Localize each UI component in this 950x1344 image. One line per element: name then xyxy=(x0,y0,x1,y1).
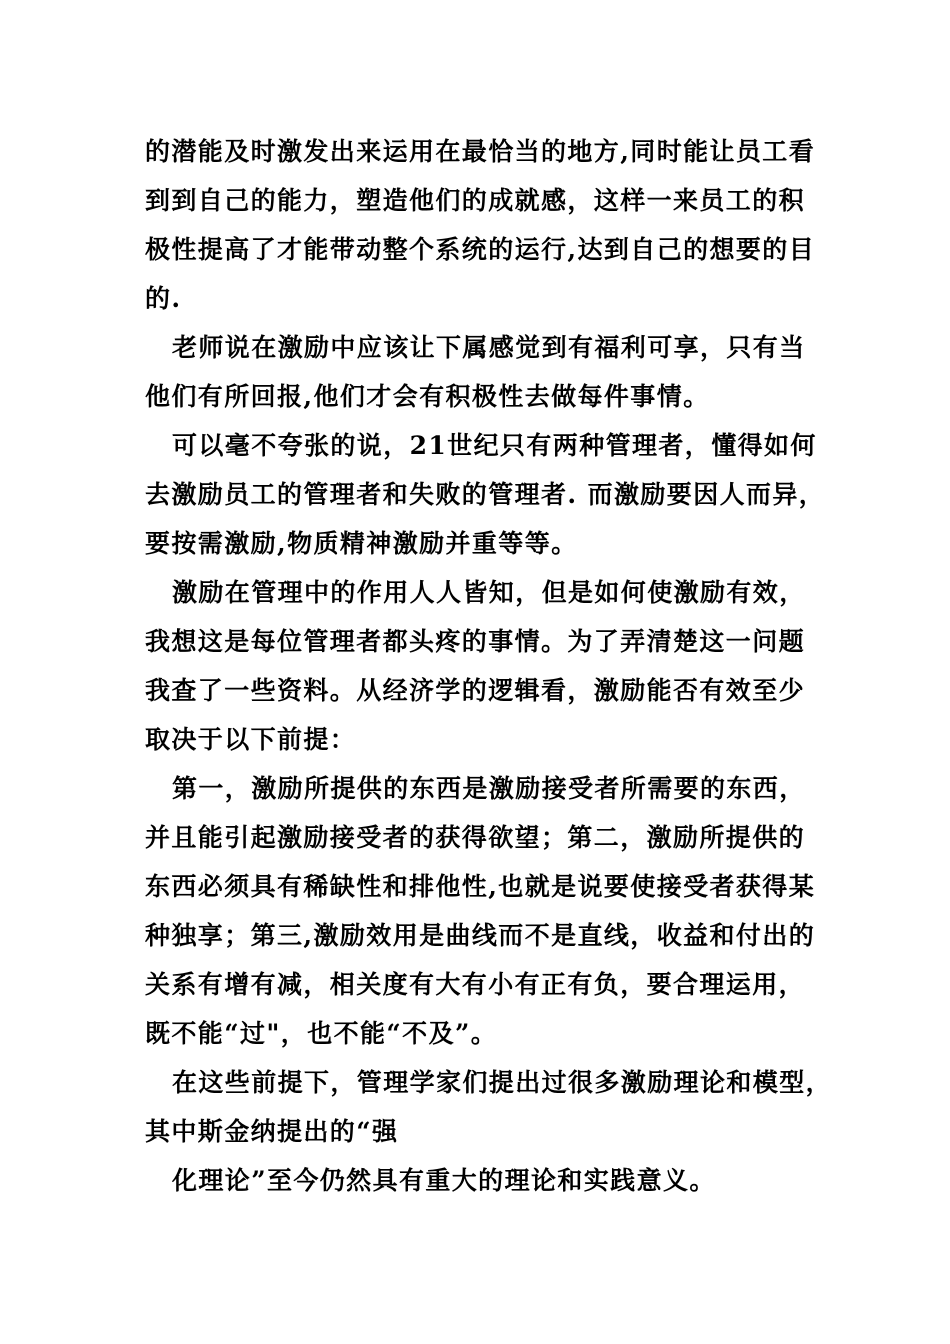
paragraph-start-line: 可以毫不夸张的说，21世纪只有两种管理者，懂得如何 xyxy=(172,431,817,460)
text-line: 他们有所回报,他们才会有积极性去做每件事情。 xyxy=(145,382,710,411)
text-line: 的潜能及时激发出来运用在最恰当的地方,同时能让员工看 xyxy=(145,137,816,166)
text-line: 取决于以下前提： xyxy=(145,725,357,754)
text-line: 其中斯金纳提出的“强 xyxy=(145,1117,399,1146)
text-line: 极性提高了才能带动整个系统的运行,达到自己的想要的目 xyxy=(145,235,816,264)
paragraph-start-line: 化理论”至今仍然具有重大的理论和实践意义。 xyxy=(172,1166,716,1195)
text-line: 种独享；第三,激励效用是曲线而不是直线，收益和付出的 xyxy=(145,921,816,950)
paragraph-start-line: 老师说在激励中应该让下属感觉到有福利可享，只有当 xyxy=(172,333,806,362)
text-line: 既不能“过"，也不能“不及”。 xyxy=(145,1019,498,1048)
text-line: 东西必须具有稀缺性和排他性,也就是说要使接受者获得某 xyxy=(145,872,816,901)
paragraph-start-line: 在这些前提下，管理学家们提出过很多激励理论和模型， xyxy=(172,1068,833,1097)
text-line: 到到自己的能力，塑造他们的成就感，这样一来员工的积 xyxy=(145,186,806,215)
text-line: 关系有增有减，相关度有大有小有正有负，要合理运用， xyxy=(145,970,806,999)
paragraph-start-line: 激励在管理中的作用人人皆知，但是如何使激励有效， xyxy=(172,578,806,607)
paragraph-start-line: 第一，激励所提供的东西是激励接受者所需要的东西， xyxy=(172,774,806,803)
text-line: 并且能引起激励接受者的获得欲望；第二，激励所提供的 xyxy=(145,823,806,852)
text-line: 我想这是每位管理者都头疼的事情。为了弄清楚这一问题 xyxy=(145,627,806,656)
text-line: 的. xyxy=(145,284,182,313)
body-text xyxy=(145,127,833,1205)
text-line: 要按需激励,物质精神激励并重等等。 xyxy=(145,529,578,558)
text-line: 我查了一些资料。从经济学的逻辑看，激励能否有效至少 xyxy=(145,676,806,705)
text-line: 去激励员工的管理者和失败的管理者. 而激励要因人而异， xyxy=(145,480,826,509)
